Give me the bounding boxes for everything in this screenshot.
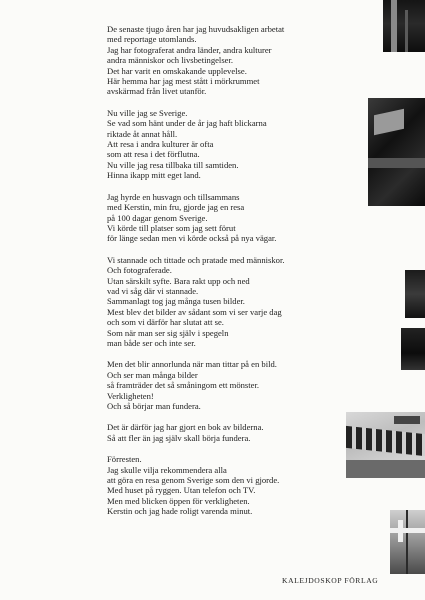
text-line: man både ser och inte ser.	[107, 337, 196, 348]
stanza	[107, 359, 362, 411]
photo-strip-image	[390, 510, 425, 574]
text-line: Med huset på ryggen. Utan telefon och TV.	[107, 485, 256, 496]
text-line: Det har varit en omskakande upplevelse.	[107, 65, 247, 76]
publisher-name: KALEJDOSKOP FÖRLAG	[282, 576, 379, 585]
text-line: Se vad som hänt under de år jag haft blickarna	[107, 118, 267, 129]
photo-strip-image	[346, 412, 425, 478]
text-line: Jag skulle vilja rekommendera alla	[107, 464, 227, 475]
text-line: Vi stannade och tittade och pratade med människor.	[107, 254, 285, 265]
text-line: Men med blicken öppen för verkligheten.	[107, 495, 250, 506]
text-line: Här hemma har jag mest stått i mörkrummet	[107, 76, 260, 87]
text-line: Det är därför jag har gjort en bok av bilderna.	[107, 422, 264, 433]
text-line: Nu ville jag se Sverige.	[107, 107, 188, 118]
text-line: Och ser man många bilder	[107, 369, 198, 380]
text-line: De senaste tjugo åren har jag huvudsakligen arbetat	[107, 24, 285, 34]
text-line: Som när man ser sig själv i spegeln	[107, 327, 229, 338]
photo-strip-image	[368, 98, 425, 206]
text-line: Jag hyrde en husvagn och tillsammans	[107, 191, 240, 202]
stanza	[107, 108, 362, 181]
text-line: som att resa i det förflutna.	[107, 149, 200, 160]
text-line: andra människor och livsbetingelser.	[107, 55, 234, 66]
stanza	[107, 255, 362, 349]
text-line: Men det blir annorlunda när man tittar på en bild.	[107, 359, 277, 370]
stanza	[107, 422, 362, 443]
text-line: Så att fler än jag själv skall börja fundera.	[107, 432, 251, 443]
text-line: Att resa i andra kulturer är ofta	[107, 139, 214, 150]
stanza	[107, 192, 362, 244]
stanza	[107, 454, 362, 516]
text-line: riktade åt annat håll.	[107, 128, 178, 139]
text-line: att göra en resa genom Sverige som den vi gjorde.	[107, 475, 280, 486]
text-line: Vi körde till platser som jag sett förut	[107, 222, 236, 233]
text-line: Mest blev det bilder av sådant som vi ser varje dag	[107, 306, 282, 317]
text-line: Hinna ikapp mitt eget land.	[107, 170, 201, 181]
text-line: med reportage utomlands.	[107, 34, 197, 45]
text-line: vad vi såg där vi stannade.	[107, 285, 199, 296]
text-line: Förresten.	[107, 454, 142, 465]
text-line: Utan särskilt syfte. Bara rakt upp och ned	[107, 275, 250, 286]
text-line: med Kerstin, min fru, gjorde jag en resa	[107, 202, 245, 213]
text-line: Verkligheten!	[107, 390, 154, 401]
text-line: Och så börjar man fundera.	[107, 401, 201, 411]
photo-strip-image	[401, 328, 425, 370]
text-line: på 100 dagar genom Sverige.	[107, 212, 208, 223]
text-line: Jag har fotograferat andra länder, andra kulturer	[107, 44, 272, 55]
text-line: Sammanlagt tog jag många tusen bilder.	[107, 296, 245, 307]
stanza	[107, 24, 362, 97]
photo-strip-image	[405, 270, 425, 318]
text-line: Kerstin och jag hade roligt varenda minut.	[107, 506, 253, 517]
text-line: avskärmad från livet utanför.	[107, 86, 207, 97]
text-line: Nu ville jag resa tillbaka till samtiden.	[107, 159, 239, 170]
text-line: så framträder det så småningom ett mönster.	[107, 380, 260, 391]
text-line: och som vi därför har slutat att se.	[107, 317, 224, 328]
text-line: Och fotograferade.	[107, 265, 172, 276]
photo-strip-image	[383, 0, 425, 52]
text-line: för länge sedan men vi körde också på nya vägar.	[107, 233, 277, 244]
body-text	[107, 24, 362, 528]
